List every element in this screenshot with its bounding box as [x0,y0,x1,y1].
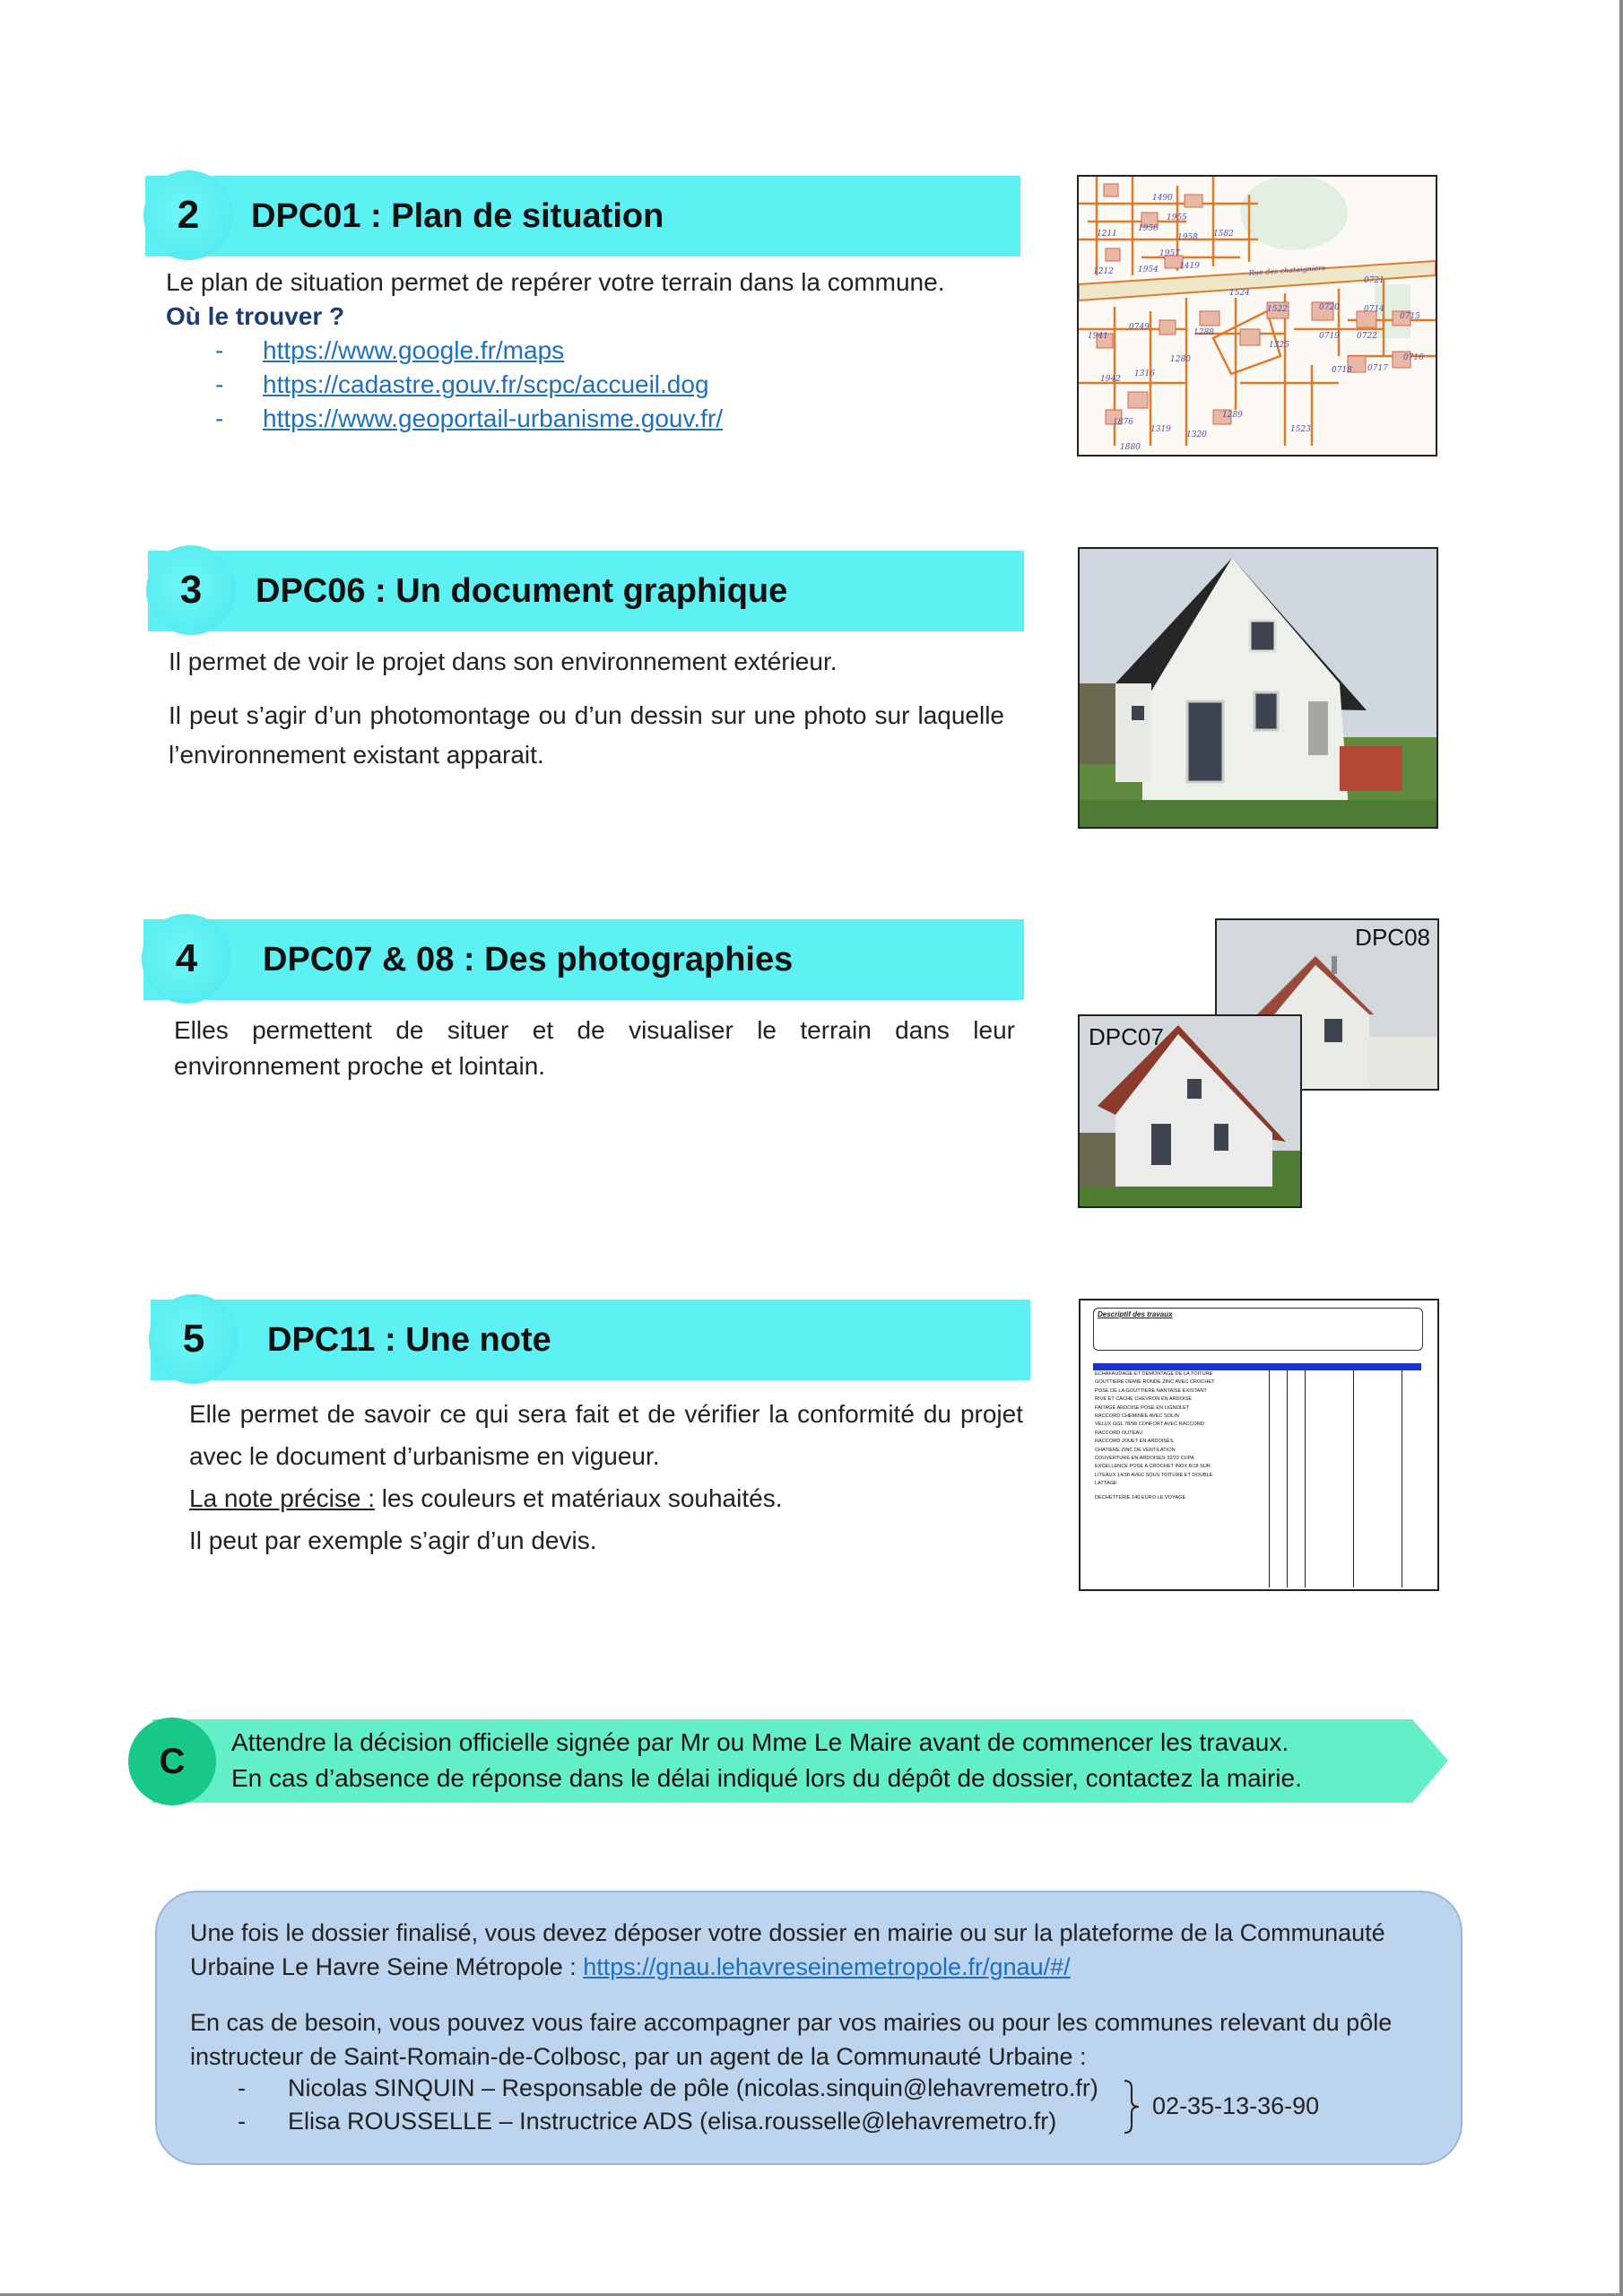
section-5-banner [151,1300,1030,1380]
list-item: - https://www.google.fr/maps [215,336,565,364]
svg-text:1955: 1955 [1167,213,1187,222]
quote-row: VELUX GGL 78/98 CONFORT AVEC RACCORD [1095,1422,1204,1428]
svg-text:1212: 1212 [1093,267,1114,276]
section-5-line1: Elle permet de savoir ce qui sera fait et de vérifier la conformité du projet avec le document d’urbanisme en vigueur. [189,1400,1023,1470]
quote-row: RACCORD OUTEAU [1095,1430,1143,1436]
dpc07-photo [1078,1014,1302,1208]
callout-letter-badge: C [128,1718,216,1805]
svg-text:1880: 1880 [1120,443,1141,452]
contact-item-1 [238,2074,1098,2102]
list-item: - https://cadastre.gouv.fr/scpc/accueil.dog [215,370,709,398]
quote-document-image [1079,1299,1439,1591]
section-3-banner [148,551,1024,631]
note-rest: les couleurs et matériaux souhaités. [375,1484,783,1512]
section-number-badge: 3 [146,545,236,635]
svg-text:1490: 1490 [1152,194,1173,203]
dpc07-label: DPC07 [1089,1023,1164,1050]
svg-text:1957: 1957 [1159,249,1180,258]
section-4-body [174,1013,1015,1084]
cadastre-map-image [1077,175,1437,457]
house-photo-image [1078,547,1438,829]
svg-text:1288: 1288 [1193,328,1214,337]
page-edge [1619,0,1623,2296]
quote-title: Descriptif des travaux [1098,1310,1173,1318]
contact-dash: - [238,2108,246,2135]
svg-text:1956: 1956 [1138,224,1159,233]
quote-row: DECHETTERIE 140 EURO LE VOYAGE [1095,1494,1186,1500]
info-p2-text: En cas de besoin, vous pouvez vous faire accompagner par vos mairies ou pour les communes relevant du pôle instructeur de Saint-Romain-de-Colbosc, par un agent de la Communauté Urbaine : [190,2009,1393,2070]
quote-row: POSE DE LA GOUTTIERE NANTAISE EXISTANT [1095,1387,1207,1394]
section-3-body [169,642,1004,775]
svg-text:0722: 0722 [1357,332,1377,341]
svg-text:1876: 1876 [1113,418,1133,427]
svg-text:1941: 1941 [1088,332,1108,341]
svg-text:0717: 0717 [1367,364,1388,373]
svg-text:1289: 1289 [1222,411,1243,420]
contact-1-text: Nicolas SINQUIN – Responsable de pôle (nicolas.sinquin@lehavremetro.fr) [288,2074,1098,2101]
section-title: DPC07 & 08 : Des photographies [263,941,794,978]
section-4-banner [143,919,1024,1000]
svg-text:1522: 1522 [1267,305,1288,314]
house-photo-svg [1080,549,1436,827]
phone-number: 02-35-13-36-90 [1152,2092,1320,2119]
quote-row: RACCORD JOUET EN ARDOISES [1095,1439,1174,1445]
quote-header-box [1093,1308,1423,1351]
section-number-badge: 5 [149,1294,239,1384]
svg-text:0718: 0718 [1332,366,1352,375]
callout-line-2: En cas d’absence de réponse dans le délai indiqué lors du dépôt de dossier, contactez la mairie. [231,1764,1302,1792]
svg-text:1954: 1954 [1138,265,1159,274]
svg-text:1319: 1319 [1150,425,1171,434]
section-number-badge: 4 [142,914,231,1004]
cadastre-link[interactable]: https://cadastre.gouv.fr/scpc/accueil.dog [263,370,709,398]
callout-text [231,1725,1302,1796]
where-label: Où le trouver ? [166,302,345,330]
svg-text:0716: 0716 [1403,353,1424,362]
info-paragraph-2 [190,2005,1436,2074]
quote-row: GOUTTIERE DEMIE RONDE ZINC AVEC CROCHET [1095,1379,1215,1386]
quote-row: COUVERTURE EN ARDOISES 32/22 CUPA [1095,1456,1194,1462]
svg-text:0719: 0719 [1319,332,1340,341]
section-title: DPC01 : Plan de situation [251,197,664,235]
svg-text:1280: 1280 [1170,355,1191,364]
cadastre-map-svg [1079,177,1436,455]
section-2-banner [145,176,1020,257]
section-title: DPC06 : Un document graphique [256,572,788,610]
section-title: DPC11 : Une note [267,1321,551,1359]
info-p1-text: Une fois le dossier finalisé, vous devez déposer votre dossier en mairie ou sur la plateforme de la Communauté Urbaine Le Havre Seine Métropole : [190,1919,1385,1980]
section-4-p1: Elles permettent de situer et de visualiser le terrain dans leur environnement proche et lointain. [174,1016,1015,1080]
svg-text:0721: 0721 [1364,276,1384,285]
contact-dash: - [238,2074,246,2101]
note-label: La note précise : [189,1484,376,1512]
section-5-line2 [189,1477,1023,1519]
svg-text:1524: 1524 [1229,289,1250,298]
quote-row: EXCELLENCE POSE A CROCHET INOX 8/18 SUR [1095,1464,1211,1470]
svg-text:1320: 1320 [1186,430,1207,439]
gnau-platform-link[interactable]: https://gnau.lehavreseinemetropole.fr/gnau/#/ [583,1953,1071,1980]
section-3-p2: Il peut s’agir d’un photomontage ou d’un dessin sur une photo sur laquelle l’environnement existant apparait. [169,701,1004,769]
svg-text:0715: 0715 [1400,312,1420,321]
quote-row: RIVE ET CACHE CHEVRON EN ARDOISE [1095,1396,1193,1403]
quote-row: CHATIERE ZINC DE VENTILATION [1095,1447,1176,1453]
svg-text:0749: 0749 [1129,323,1150,332]
svg-text:0714: 0714 [1364,305,1384,314]
quote-table [1093,1370,1421,1587]
quote-rows [1093,1370,1421,1502]
dpc08-label: DPC08 [1355,924,1430,951]
svg-text:1419: 1419 [1179,262,1200,271]
list-item: - https://www.geoportail-urbanisme.gouv.fr/ [215,404,724,432]
section-2-body [166,265,1018,436]
section-5-line3: Il peut par exemple s’agir d’un devis. [189,1526,597,1554]
section-number-badge: 2 [143,170,233,260]
contact-2-text: Elisa ROUSSELLE – Instructrice ADS (elisa.rousselle@lehavremetro.fr) [288,2108,1057,2135]
svg-text:1942: 1942 [1100,375,1121,384]
google-maps-link[interactable]: https://www.google.fr/maps [263,336,565,364]
quote-row: RACCORD CHEMINEE AVEC SOLIN [1095,1413,1179,1420]
section-5-body [189,1393,1023,1561]
svg-text:1958: 1958 [1177,233,1198,242]
section-2-intro: Le plan de situation permet de repérer votre terrain dans la commune. [166,268,945,296]
svg-text:0720: 0720 [1319,303,1340,312]
contact-item-2 [238,2108,1056,2135]
svg-text:1325: 1325 [1269,341,1289,350]
svg-text:1316: 1316 [1134,370,1155,378]
quote-table-header [1093,1363,1421,1370]
section-3-p1: Il permet de voir le projet dans son environnement extérieur. [169,648,838,675]
svg-text:1211: 1211 [1097,230,1117,239]
geoportail-link[interactable]: https://www.geoportail-urbanisme.gouv.fr/ [263,404,724,432]
contact-brace-icon [1123,2079,1142,2135]
svg-text:1582: 1582 [1213,230,1234,239]
link-list [166,334,1018,436]
info-paragraph-1 [190,1916,1436,1984]
svg-text:1523: 1523 [1290,425,1311,434]
callout-line-1: Attendre la décision officielle signée par Mr ou Mme Le Maire avant de commencer les travaux. [231,1728,1289,1756]
quote-row: LITEAUX 14/38 AVEC SOUS TOITURE ET DOUBLE [1095,1472,1213,1478]
quote-row: ECHAFAUDAGE ET DEMONTAGE DE LA TOITURE [1095,1371,1213,1377]
quote-row: LATTAGE [1095,1481,1117,1487]
quote-row: FAITAGE ARDOISE POSE EN LIGNOLET [1095,1405,1190,1411]
svg-text:Rue des chataigniers: Rue des chataigniers [1248,264,1326,277]
